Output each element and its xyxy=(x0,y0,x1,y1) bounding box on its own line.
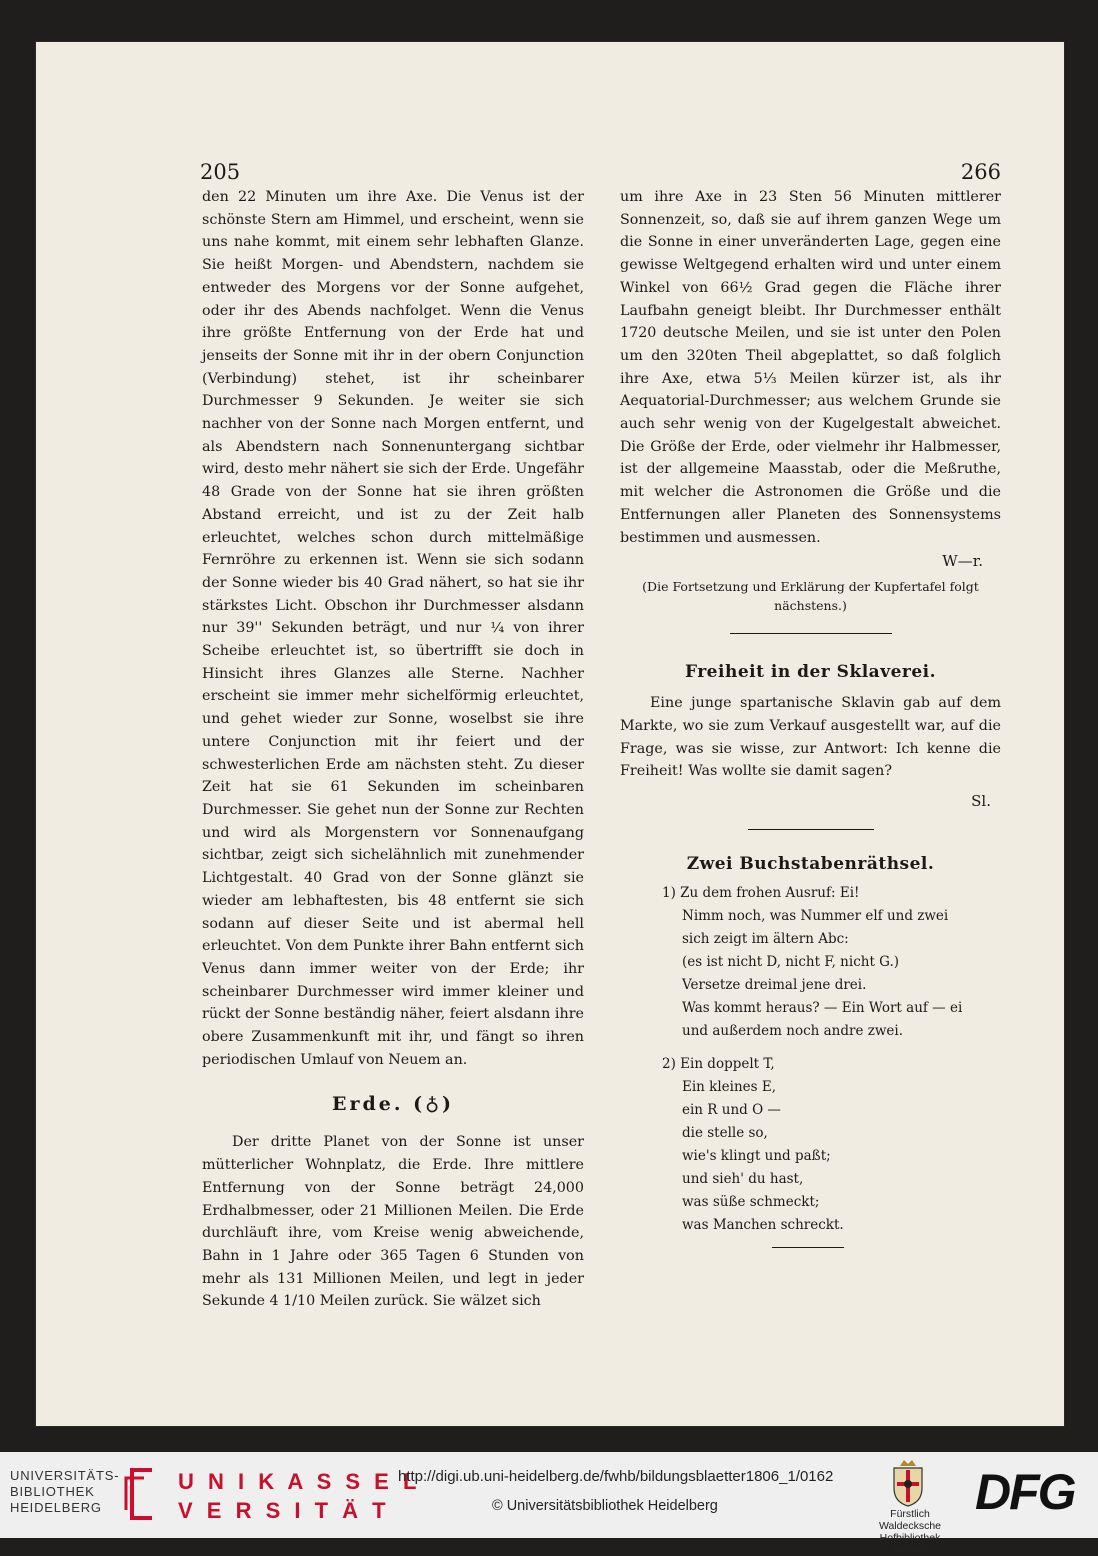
left-column xyxy=(202,186,584,1313)
dfg-logo: DFG xyxy=(975,1464,1075,1520)
poem-line: Versetze dreimal jene drei. xyxy=(682,977,867,994)
raetsel-one xyxy=(662,882,1001,1043)
poem-line: sich zeigt im ältern Abc: xyxy=(682,931,849,948)
poem-line: 2) Ein doppelt T, xyxy=(662,1056,775,1073)
poem-line: die stelle so, xyxy=(682,1125,768,1142)
kassel-emblem-icon xyxy=(122,1466,162,1522)
erde-continuation-paragraph: um ihre Axe in 23 Sten 56 Minuten mittlerer Sonnenzeit, so, daß sie auf ihrem ganzen Wege um die Sonne in einer unveränderten Lage, gegen eine gewisse Weltgegend erhalten wird und unter einem Winkel von 66½ Grad gegen die Fläche ihrer Laufbahn geneigt bleibt. Ihr Durchmesser enthält 1720 deutsche Meilen, und sie ist unter den Polen um den 320ten Theil abgeplattet, so daß folglich ihre Axe, etwa 5⅓ Meilen kürzer ist, als ihr Aequatorial-Durchmesser; aus welchem Grunde sie auch sehr wenig von der Kugelgestalt abweichet. Die Größe der Erde, oder vielmehr ihr Halbmesser, ist der allgemeine Maasstab, oder die Meßruthe, mit welcher die Astronomen die Größe und die Entfernungen aller Planeten des Sonnensystems bestimmen und ausmessen. xyxy=(620,189,1001,546)
ub-heidelberg-logo: UNIVERSITÄTS- BIBLIOTHEK HEIDELBERG xyxy=(10,1468,120,1515)
venus-paragraph: den 22 Minuten um ihre Axe. Die Venus ist der schönste Stern am Himmel, und erscheint, wenn sie uns nahe kommt, mit einem sehr lebhaften Glanze. Sie heißt Morgen- und Abendstern, nachdem sie entweder des Morgens vor der Sonne aufgehet, oder ihr des Abends nachfolget. Wenn die Venus ihre größte Entfernung von der Erde hat und jenseits der Sonne mit ihr in der obern Conjunction (Verbindung) stehet, ist ihr scheinbarer Durchmesser 9 Sekunden. Je weiter sie sich nachher von der Sonne nach Morgen entfernt, und als Abendstern nach Sonnenuntergang sichtbar wird, desto mehr nähert sie sich der Erde. Ungefähr 48 Grade von der Sonne hat sie ihren größten Abstand erreicht, und ist zu der Zeit halb erleuchtet, welches schon durch mittelmäßige Fernröhre zu erkennen ist. Wenn sie sich sodann der Sonne wieder bis 40 Grad nähert, so hat sie ihr stärkstes Licht. Obschon ihr Durchmesser alsdann nur 39'' Sekunden beträgt, und nur ¼ von ihrer Scheibe erleuchtet ist, so übertrifft sie doch in Hinsicht ihres Glanzes alle Sterne. Nachher erscheint sie immer mehr sichelförmig erleuchtet, und gehet wieder zur Sonne, woselbst sie ihre untere Conjunction mit ihr feiert und der schwesterlichen Erde am nächsten steht. Zu dieser Zeit hat sie 61 Sekunden im scheinbaren Durchmesser. Sie gehet nun der Sonne zur Rechten und wird als Morgenstern vor Sonnenaufgang sichtbar, zeigt sich sichelähnlich mit zunehmender Lichtgestalt. 40 Grad von der Sonne glänzt sie wieder am lebhaftesten, bis 48 entfernt sie sich sodann auf dieser Seite und ist abermal hell erleuchtet. Von dem Punkte ihrer Bahn entfernt sich Venus dann immer weiter von der Erde; ihr scheinbarer Durchmesser wird immer kleiner und rückt der Sonne beständig näher, feiert alsdann ihre obere Zusammenkunft mit ihr, und fängt so ihren periodischen Umlauf von Neuem an. xyxy=(202,189,584,1068)
arolsen-logo-text: Fürstlich Waldecksche Hofbibliothek Arolsen xyxy=(878,1508,942,1556)
left-page-number: 205 xyxy=(200,160,241,184)
divider-rule xyxy=(730,633,892,634)
continuation-note: (Die Fortsetzung und Erklärung der Kupfertafel folgt nächstens.) xyxy=(642,579,979,614)
freiheit-paragraph: Eine junge spartanische Sklavin gab auf dem Markte, wo sie zum Verkauf ausgestellt war, auf die Frage, was sie wisse, zur Antwort: Ich kenne die Freiheit! Was wollte sie damit sagen? xyxy=(620,695,1001,780)
divider-rule xyxy=(748,829,874,830)
raetsel-heading: Zwei Buchstabenräthsel. xyxy=(686,854,935,875)
poem-line: Nimm noch, was Nummer elf und zwei xyxy=(682,908,949,925)
unikassel-logo: U N I K A S S E L V E R S I T Ä T xyxy=(178,1469,421,1523)
freiheit-heading: Freiheit in der Sklaverei. xyxy=(684,662,937,683)
erde-heading: Erde. (♁) xyxy=(332,1093,454,1116)
poem-line: wie's klingt und paßt; xyxy=(682,1148,831,1165)
poem-line: ein R und O — xyxy=(682,1102,781,1119)
source-url-link[interactable]: http://digi.ub.uni-heidelberg.de/fwhb/bildungsblaetter1806_1/0162 xyxy=(398,1468,834,1485)
raetsel-two xyxy=(662,1053,1001,1237)
poem-line: und sieh' du hast, xyxy=(682,1171,804,1188)
poem-line: und außerdem noch andre zwei. xyxy=(682,1023,904,1040)
poem-line: (es ist nicht D, nicht F, nicht G.) xyxy=(682,954,900,971)
author-signature: W—r. xyxy=(942,552,983,571)
erde-paragraph: Der dritte Planet von der Sonne ist unser mütterlicher Wohnplatz, die Erde. Ihre mittlere Entfernung von der Sonne beträgt 24,000 Erdhalbmesser, oder 21 Millionen Meilen. Die Erde durchläuft ihre, vom Kreise wenig abweichende, Bahn in 1 Jahre oder 365 Tagen 6 Stunden von mehr als 131 Millionen Meilen, und legt in jeder Sekunde 4 1/10 Meilen zurück. Sie wälzet sich xyxy=(202,1134,584,1310)
right-page-number: 266 xyxy=(960,160,1001,184)
divider-rule xyxy=(772,1247,844,1248)
freiheit-signature: Sl. xyxy=(971,792,991,811)
poem-line: was Manchen schreckt. xyxy=(682,1217,844,1234)
footer-bar xyxy=(0,1452,1098,1556)
poem-line: was süße schmeckt; xyxy=(682,1194,820,1211)
copyright-text: © Universitätsbibliothek Heidelberg xyxy=(492,1498,718,1514)
waldeck-coat-of-arms-icon xyxy=(888,1458,928,1508)
poem-line: Ein kleines E, xyxy=(682,1079,777,1096)
right-column xyxy=(620,186,1001,1248)
poem-line: 1) Zu dem frohen Ausruf: Ei! xyxy=(662,885,860,902)
poem-line: Was kommt heraus? — Ein Wort auf — ei xyxy=(682,1000,963,1017)
